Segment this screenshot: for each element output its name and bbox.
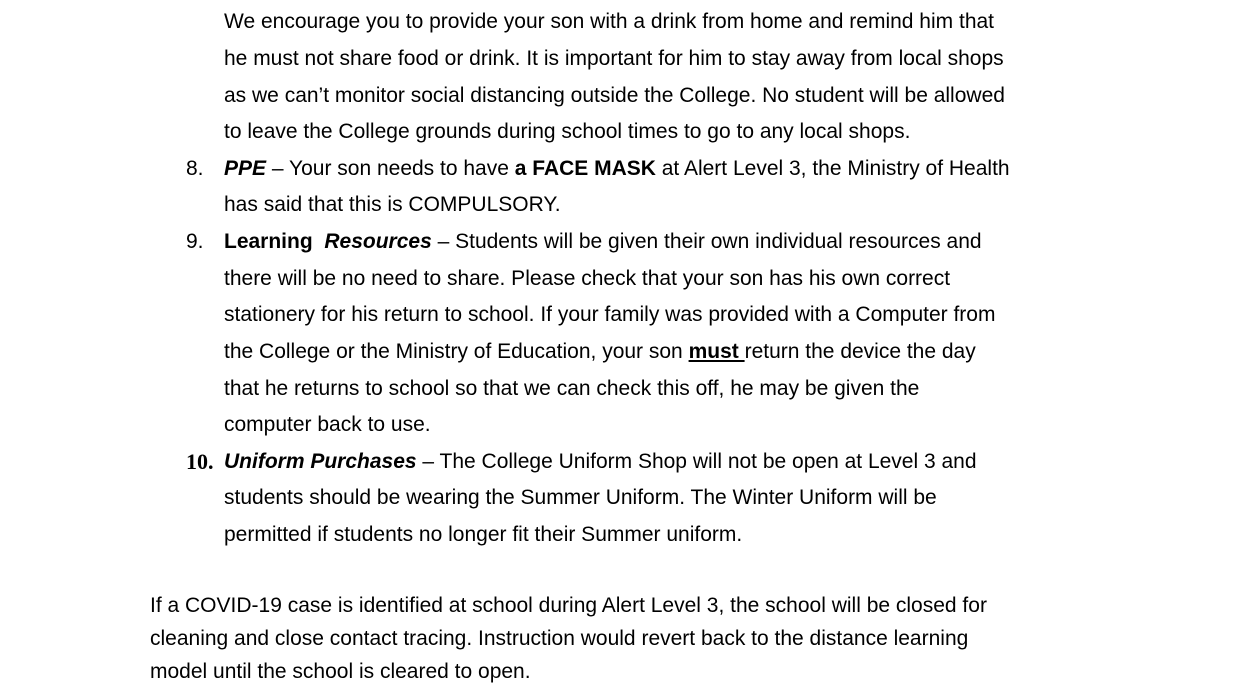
item8-title: PPE bbox=[224, 157, 267, 180]
item10-line-1 bbox=[224, 449, 977, 475]
item10-title: Uniform Purchases bbox=[224, 450, 417, 473]
item8-rest: at Alert Level 3, the Ministry of Health bbox=[655, 157, 1010, 180]
item8-number: 8. bbox=[186, 157, 204, 180]
closing-text-2: cleaning and close contact tracing. Instruction would revert back to the distance learning bbox=[150, 627, 969, 650]
item9-text-4b: return the device the day bbox=[744, 340, 976, 363]
item10-line-2 bbox=[224, 485, 937, 511]
item9-text-2: there will be no need to share. Please check that your son has his own correct bbox=[224, 267, 951, 290]
closing-line-2 bbox=[150, 626, 968, 652]
item9-text-4a: the College or the Ministry of Education, your son bbox=[224, 340, 689, 363]
item9-title-learning: Learning bbox=[224, 230, 313, 253]
item7-text-2: he must not share food or drink. It is important for him to stay away from local shops bbox=[224, 47, 1004, 70]
item10-text-3: permitted if students no longer fit their Summer uniform. bbox=[224, 523, 743, 546]
item10-number: 10. bbox=[186, 449, 214, 474]
closing-line-3 bbox=[150, 659, 531, 685]
item9-rest: – Students will be given their own individual resources and bbox=[431, 230, 982, 253]
item10-line-3 bbox=[224, 522, 742, 548]
item9-line-1 bbox=[224, 229, 982, 255]
item9-line-4 bbox=[224, 339, 976, 365]
item7-line-4 bbox=[224, 119, 910, 145]
item9-line-5 bbox=[224, 376, 919, 402]
item8-line-2 bbox=[224, 192, 561, 218]
item10-rest: – The College Uniform Shop will not be open at Level 3 and bbox=[416, 450, 977, 473]
item7-line-2 bbox=[224, 46, 1004, 72]
closing-text-1: If a COVID-19 case is identified at school during Alert Level 3, the school will be closed for bbox=[150, 594, 987, 617]
item9-number: 9. bbox=[186, 230, 204, 253]
item9-must-emphasis: must bbox=[688, 340, 745, 363]
item8-emphasis: a FACE MASK bbox=[514, 157, 656, 180]
item10-text-2: students should be wearing the Summer Uniform. The Winter Uniform will be bbox=[224, 486, 937, 509]
item9-text-6: computer back to use. bbox=[224, 413, 431, 436]
item9-text-3: stationery for his return to school. If your family was provided with a Computer from bbox=[224, 303, 996, 326]
item7-text-1: We encourage you to provide your son with a drink from home and remind him that bbox=[224, 10, 995, 33]
item8-line-1 bbox=[224, 156, 1010, 182]
item7-line-1 bbox=[224, 9, 994, 35]
item9-line-6 bbox=[224, 412, 431, 438]
item8-dash-text: – Your son needs to have bbox=[266, 157, 515, 180]
item9-text-5: that he returns to school so that we can check this off, he may be given the bbox=[224, 377, 920, 400]
item7-text-3: as we can’t monitor social distancing outside the College. No student will be allowed bbox=[224, 84, 1005, 107]
item7-text-4: to leave the College grounds during school times to go to any local shops. bbox=[224, 120, 911, 143]
item9-line-3 bbox=[224, 302, 995, 328]
item7-line-3 bbox=[224, 83, 1005, 109]
item9-title-resources: Resources bbox=[324, 230, 432, 253]
item9-line-2 bbox=[224, 266, 950, 292]
closing-line-1 bbox=[150, 593, 987, 619]
item8-text-2: has said that this is COMPULSORY. bbox=[224, 193, 561, 216]
closing-text-3: model until the school is cleared to open. bbox=[150, 660, 531, 683]
